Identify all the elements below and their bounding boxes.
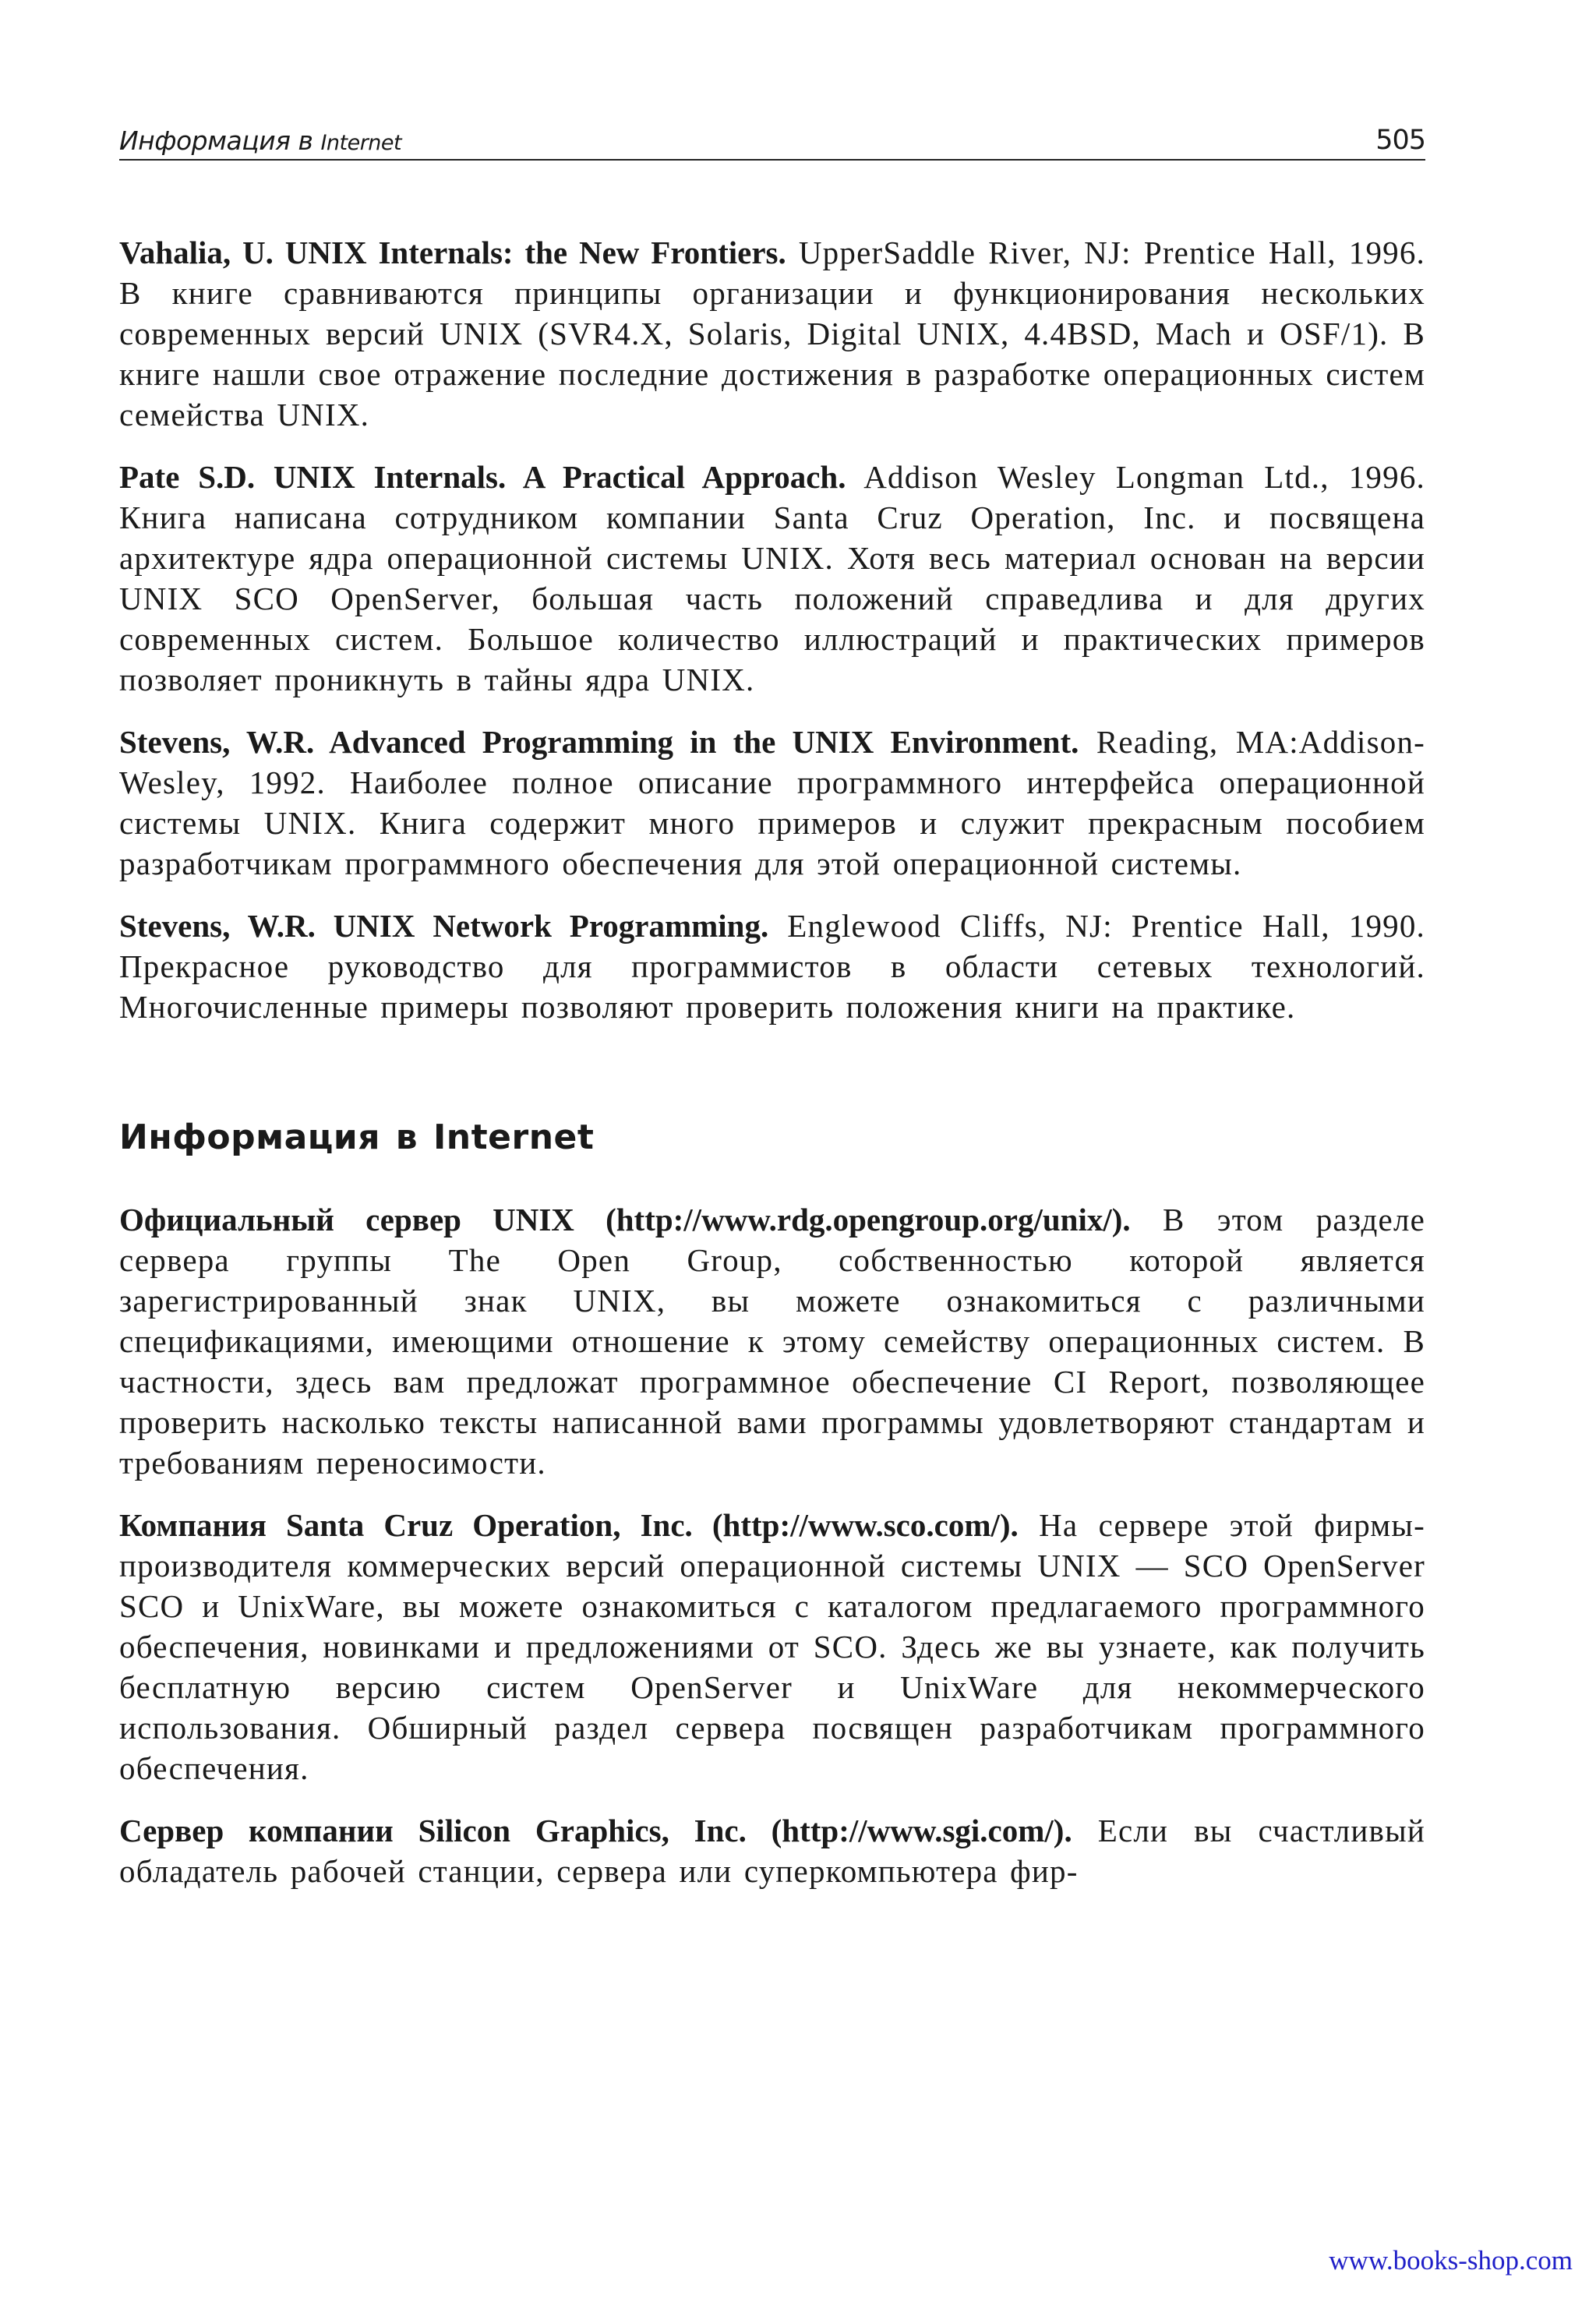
- internet-resource-entry: [119, 1505, 1425, 1788]
- footer-website-link[interactable]: www.books-shop.com: [1329, 2245, 1573, 2276]
- running-title-main: Информация в: [119, 125, 313, 156]
- resource-description: На сервере этой фирмы-производителя коммерческих версий операционной системы UNIX — SCO OpenServer SCO и UnixWare, вы можете ознакомиться с каталогом предлагаемого программного обеспечения, новинками и предложениями от SCO. Здесь же вы узнаете, как получить бесплатную версию систем OpenServer и UnixWare для некоммерческого использования. Обширный раздел сервера посвящен разработчикам программного обеспечения.: [119, 1507, 1426, 1786]
- reference-description: Englewood Cliffs, NJ: Prentice Hall, 1990. Прекрасное руководство для программистов в области сетевых технологий. Многочисленные примеры позволяют проверить положения книги на практике.: [119, 908, 1426, 1025]
- resource-title: Сервер компании Silicon Graphics, Inc. (http://www.sgi.com/).: [119, 1813, 1072, 1848]
- running-title-small: Internet: [320, 131, 402, 155]
- reference-description: Addison Wesley Longman Ltd., 1996. Книга написана сотрудником компании Santa Cruz Operation, Inc. и посвящена архитектуре ядра операционной системы UNIX. Хотя весь материал основан на версии UNIX SCO OpenServer, большая часть положений справедлива и для других современных систем. Большое количество иллюстраций и практических примеров позволяет проникнуть в тайны ядра UNIX.: [119, 459, 1425, 697]
- reference-entry: [119, 457, 1425, 700]
- running-title: [119, 125, 401, 156]
- resource-description: В этом разделе сервера группы The Open Group, собственностью которой является зарегистрированный знак UNIX, вы можете ознакомиться с различными спецификациями, имеющими отношение к этому семейству операционных систем. В частности, здесь вам предложат программное обеспечение CI Report, позволяющее проверить насколько тексты написанной вами программы удовлетворяют стандартам и требованиям переносимости.: [119, 1202, 1425, 1481]
- reference-title: Vahalia, U. UNIX Internals: the New Frontiers.: [119, 235, 786, 270]
- reference-title: Pate S.D. UNIX Internals. A Practical Approach.: [119, 459, 846, 495]
- resource-title: Компания Santa Cruz Operation, Inc. (http://www.sco.com/).: [119, 1507, 1019, 1543]
- internet-resource-entry: [119, 1199, 1425, 1483]
- reference-entry: [119, 906, 1425, 1027]
- reference-title: Stevens, W.R. UNIX Network Programming.: [119, 908, 769, 944]
- resource-title: Официальный сервер UNIX (http://www.rdg.opengroup.org/unix/).: [119, 1202, 1131, 1238]
- page-body: [119, 159, 1425, 1913]
- reference-entry: [119, 722, 1425, 884]
- page-number: 505: [1375, 125, 1425, 156]
- section-heading: Информация в Internet: [119, 1117, 595, 1157]
- internet-resource-entry: [119, 1810, 1425, 1891]
- running-header: [119, 123, 1425, 161]
- resource-description: Если вы счастливый обладатель рабочей станции, сервера или суперкомпьютера фир-: [119, 1813, 1426, 1889]
- reference-title: Stevens, W.R. Advanced Programming in the UNIX Environment.: [119, 724, 1079, 760]
- reference-description: UpperSaddle River, NJ: Prentice Hall, 1996. В книге сравниваются принципы организации и функционирования нескольких современных версий UNIX (SVR4.X, Solaris, Digital UNIX, 4.4BSD, Mach и OSF/1). В книге нашли свое отражение последние достижения в разработке операционных систем семейства UNIX.: [119, 235, 1426, 433]
- reference-description: Reading, MA:Addison-Wesley, 1992. Наиболее полное описание программного интерфейса операционной системы UNIX. Книга содержит много примеров и служит прекрасным пособием разработчикам программного обеспечения для этой операционной системы.: [119, 724, 1426, 881]
- reference-entry: [119, 232, 1425, 435]
